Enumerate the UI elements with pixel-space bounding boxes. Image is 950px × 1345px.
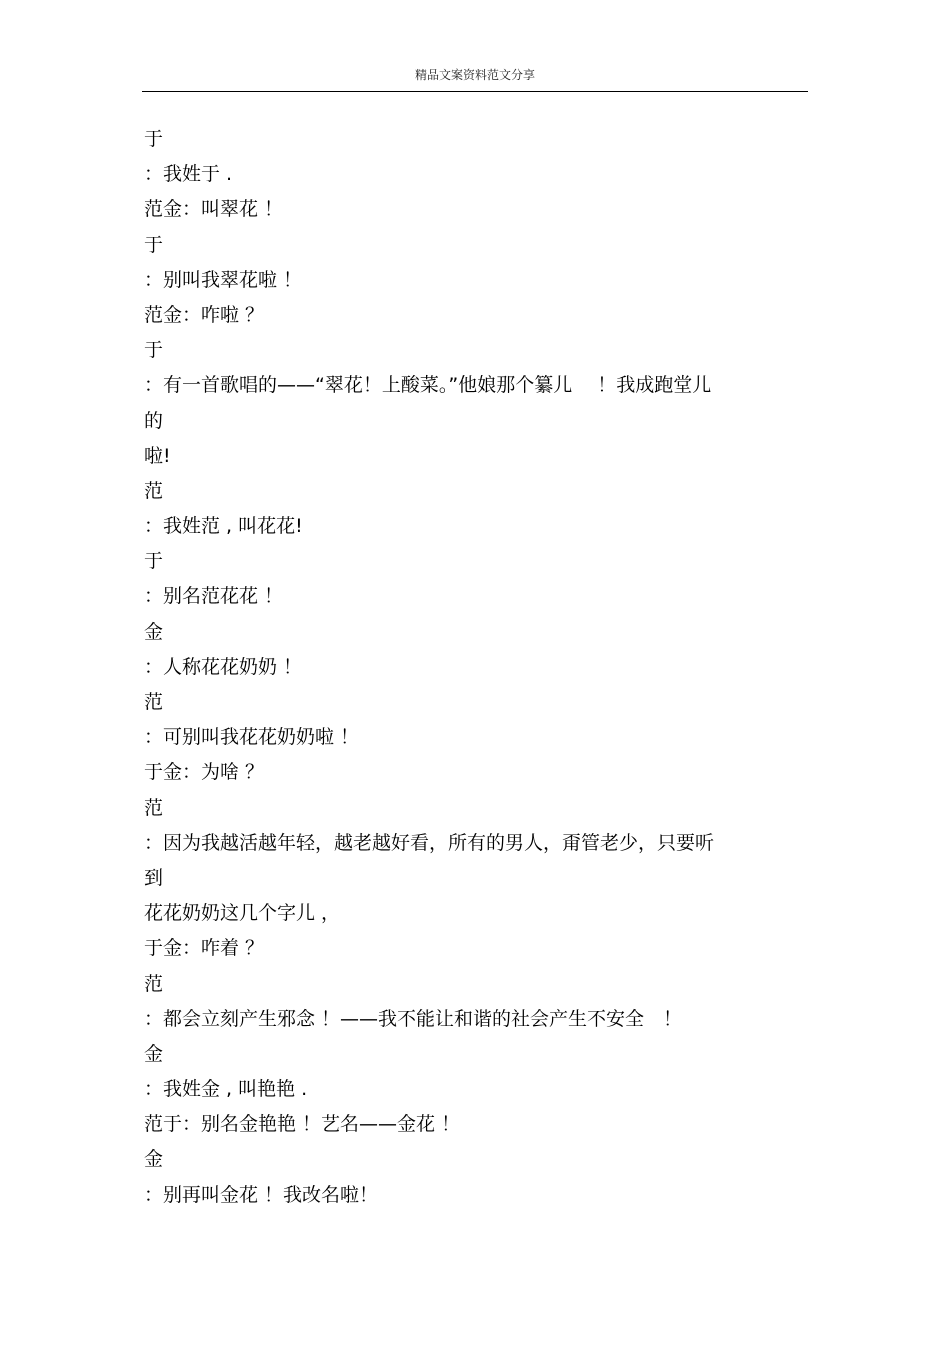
text-line: ：别名范花花 ！ — [144, 585, 284, 608]
text-line: ：我姓范 , 叫花花! — [144, 515, 303, 538]
text-line: 范 — [144, 796, 164, 819]
text-line: ：有一首歌唱的——“翠花！上酸菜。”他娘那个纂儿 ！我成跑堂儿 — [144, 374, 712, 397]
text-line: 范金：咋啦 ？ — [144, 303, 265, 326]
header-divider — [142, 91, 808, 92]
text-line: 范金：叫翠花 ！ — [144, 198, 284, 221]
text-line: 于金：咋着 ？ — [144, 937, 265, 960]
text-line: 范于：别名金艳艳 ！艺名——金花 ！ — [144, 1113, 461, 1136]
text-line: 的 — [144, 409, 164, 432]
text-line: 金 — [144, 1148, 164, 1171]
text-line: ：我姓金 , 叫艳艳 . — [144, 1078, 308, 1101]
text-line: ：都会立刻产生邪念 ！——我不能让和谐的社会产生不安全 ！ — [144, 1007, 683, 1030]
text-line: 于金：为啥 ？ — [144, 761, 265, 784]
text-line: 金 — [144, 620, 164, 643]
text-line: 于 — [144, 339, 164, 362]
text-line: 于 — [144, 550, 164, 573]
text-line: 啦! — [144, 444, 171, 467]
text-line: ：我姓于 . — [144, 163, 233, 186]
text-line: 于 — [144, 128, 164, 150]
text-line: 花花奶奶这几个字儿 ， — [144, 902, 341, 925]
text-line: 范 — [144, 479, 164, 502]
text-line: 金 — [144, 1042, 164, 1065]
text-line: 范 — [144, 972, 164, 995]
text-line: ：别叫我翠花啦 ！ — [144, 268, 303, 291]
text-line: ：人称花花奶奶 ！ — [144, 655, 303, 678]
text-line: ：别再叫金花 ！我改名啦！ — [144, 1183, 379, 1206]
page-header: 精品文案资料范文分享 — [414, 68, 535, 82]
text-line: 到 — [144, 866, 164, 889]
text-line: 于 — [144, 233, 164, 256]
text-line: 范 — [144, 691, 164, 713]
text-line: ：因为我越活越年轻，越老越好看，所有的男人，甭管老少，只要听 — [144, 831, 715, 854]
document-body — [144, 122, 804, 1213]
text-line: ：可别叫我花花奶奶啦 ！ — [144, 726, 360, 749]
